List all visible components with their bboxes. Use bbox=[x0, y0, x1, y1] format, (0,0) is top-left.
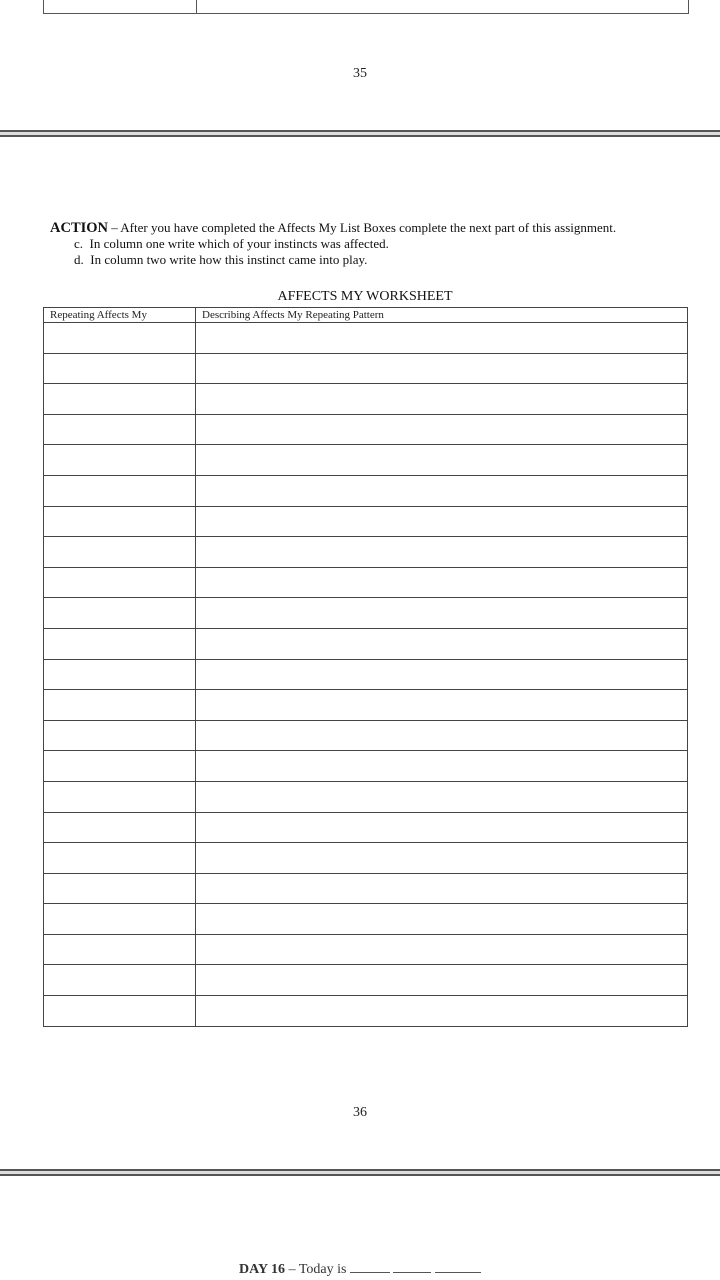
day-label: DAY 16 bbox=[239, 1262, 286, 1277]
describing-cell[interactable] bbox=[196, 812, 688, 843]
describing-cell[interactable] bbox=[196, 445, 688, 476]
worksheet-row bbox=[44, 904, 688, 935]
worksheet-row bbox=[44, 751, 688, 782]
page-number-previous: 35 bbox=[353, 66, 367, 81]
describing-cell[interactable] bbox=[196, 965, 688, 996]
affects-cell[interactable] bbox=[44, 628, 196, 659]
affects-cell[interactable] bbox=[44, 843, 196, 874]
describing-cell[interactable] bbox=[196, 690, 688, 721]
worksheet-row bbox=[44, 537, 688, 568]
action-label: ACTION bbox=[50, 220, 109, 236]
affects-cell[interactable] bbox=[44, 965, 196, 996]
affects-cell[interactable] bbox=[44, 353, 196, 384]
step-marker: c. bbox=[74, 236, 84, 251]
affects-cell[interactable] bbox=[44, 414, 196, 445]
affects-cell[interactable] bbox=[44, 445, 196, 476]
describing-cell[interactable] bbox=[196, 384, 688, 415]
worksheet-row bbox=[44, 598, 688, 629]
describing-cell[interactable] bbox=[196, 567, 688, 598]
describing-cell[interactable] bbox=[196, 904, 688, 935]
date-blank-2[interactable] bbox=[393, 1260, 431, 1273]
action-steps bbox=[50, 236, 700, 268]
action-instructions bbox=[50, 220, 700, 268]
page-separator bbox=[0, 1169, 720, 1176]
describing-cell[interactable] bbox=[196, 996, 688, 1027]
affects-cell[interactable] bbox=[44, 934, 196, 965]
worksheet-title: AFFECTS MY WORKSHEET bbox=[277, 289, 453, 304]
worksheet-row bbox=[44, 843, 688, 874]
describing-cell[interactable] bbox=[196, 720, 688, 751]
affects-cell[interactable] bbox=[44, 537, 196, 568]
describing-cell[interactable] bbox=[196, 781, 688, 812]
column-header-describing: Describing Affects My Repeating Pattern bbox=[196, 308, 688, 323]
column-header-affects: Repeating Affects My bbox=[44, 308, 196, 323]
day-footer bbox=[0, 1260, 720, 1278]
worksheet-row bbox=[44, 323, 688, 354]
describing-cell[interactable] bbox=[196, 537, 688, 568]
footer-dash: – bbox=[285, 1262, 299, 1277]
describing-cell[interactable] bbox=[196, 843, 688, 874]
action-lead bbox=[50, 220, 700, 236]
affects-cell[interactable] bbox=[44, 506, 196, 537]
describing-cell[interactable] bbox=[196, 475, 688, 506]
worksheet-row bbox=[44, 965, 688, 996]
worksheet-row bbox=[44, 720, 688, 751]
affects-cell[interactable] bbox=[44, 323, 196, 354]
date-blank-1[interactable] bbox=[350, 1260, 390, 1273]
worksheet-row bbox=[44, 781, 688, 812]
affects-cell[interactable] bbox=[44, 751, 196, 782]
affects-cell[interactable] bbox=[44, 384, 196, 415]
affects-cell[interactable] bbox=[44, 996, 196, 1027]
describing-cell[interactable] bbox=[196, 323, 688, 354]
page-number: 36 bbox=[353, 1105, 367, 1120]
worksheet-row bbox=[44, 934, 688, 965]
worksheet-row bbox=[44, 873, 688, 904]
describing-cell[interactable] bbox=[196, 414, 688, 445]
worksheet-body bbox=[44, 323, 688, 1027]
worksheet-row bbox=[44, 384, 688, 415]
affects-cell[interactable] bbox=[44, 873, 196, 904]
describing-cell[interactable] bbox=[196, 353, 688, 384]
action-step bbox=[50, 236, 700, 252]
describing-cell[interactable] bbox=[196, 934, 688, 965]
step-text: In column two write how this instinct came into play. bbox=[90, 252, 368, 267]
action-lead-text: – After you have completed the Affects My List Boxes complete the next part of this assignment. bbox=[108, 220, 617, 235]
describing-cell[interactable] bbox=[196, 598, 688, 629]
action-step bbox=[50, 252, 700, 268]
worksheet-row bbox=[44, 506, 688, 537]
affects-cell[interactable] bbox=[44, 659, 196, 690]
worksheet-row bbox=[44, 475, 688, 506]
step-text: In column one write which of your instincts was affected. bbox=[89, 236, 389, 251]
page-separator bbox=[0, 130, 720, 137]
previous-table-fragment bbox=[43, 0, 689, 14]
affects-cell[interactable] bbox=[44, 690, 196, 721]
affects-cell[interactable] bbox=[44, 781, 196, 812]
describing-cell[interactable] bbox=[196, 506, 688, 537]
affects-cell[interactable] bbox=[44, 567, 196, 598]
worksheet-row bbox=[44, 812, 688, 843]
affects-cell[interactable] bbox=[44, 904, 196, 935]
worksheet-table bbox=[43, 307, 688, 1027]
today-label: Today is bbox=[298, 1262, 347, 1277]
worksheet-header-row bbox=[44, 308, 688, 323]
worksheet-row bbox=[44, 659, 688, 690]
worksheet-row bbox=[44, 690, 688, 721]
date-blank-3[interactable] bbox=[435, 1260, 481, 1273]
step-marker: d. bbox=[74, 252, 84, 267]
affects-cell[interactable] bbox=[44, 598, 196, 629]
affects-cell[interactable] bbox=[44, 720, 196, 751]
affects-cell[interactable] bbox=[44, 475, 196, 506]
affects-cell[interactable] bbox=[44, 812, 196, 843]
table-column-divider bbox=[196, 0, 197, 13]
worksheet-row bbox=[44, 445, 688, 476]
worksheet-row bbox=[44, 414, 688, 445]
worksheet-row bbox=[44, 628, 688, 659]
worksheet-row bbox=[44, 353, 688, 384]
describing-cell[interactable] bbox=[196, 873, 688, 904]
worksheet-row bbox=[44, 567, 688, 598]
worksheet-row bbox=[44, 996, 688, 1027]
describing-cell[interactable] bbox=[196, 628, 688, 659]
describing-cell[interactable] bbox=[196, 659, 688, 690]
describing-cell[interactable] bbox=[196, 751, 688, 782]
